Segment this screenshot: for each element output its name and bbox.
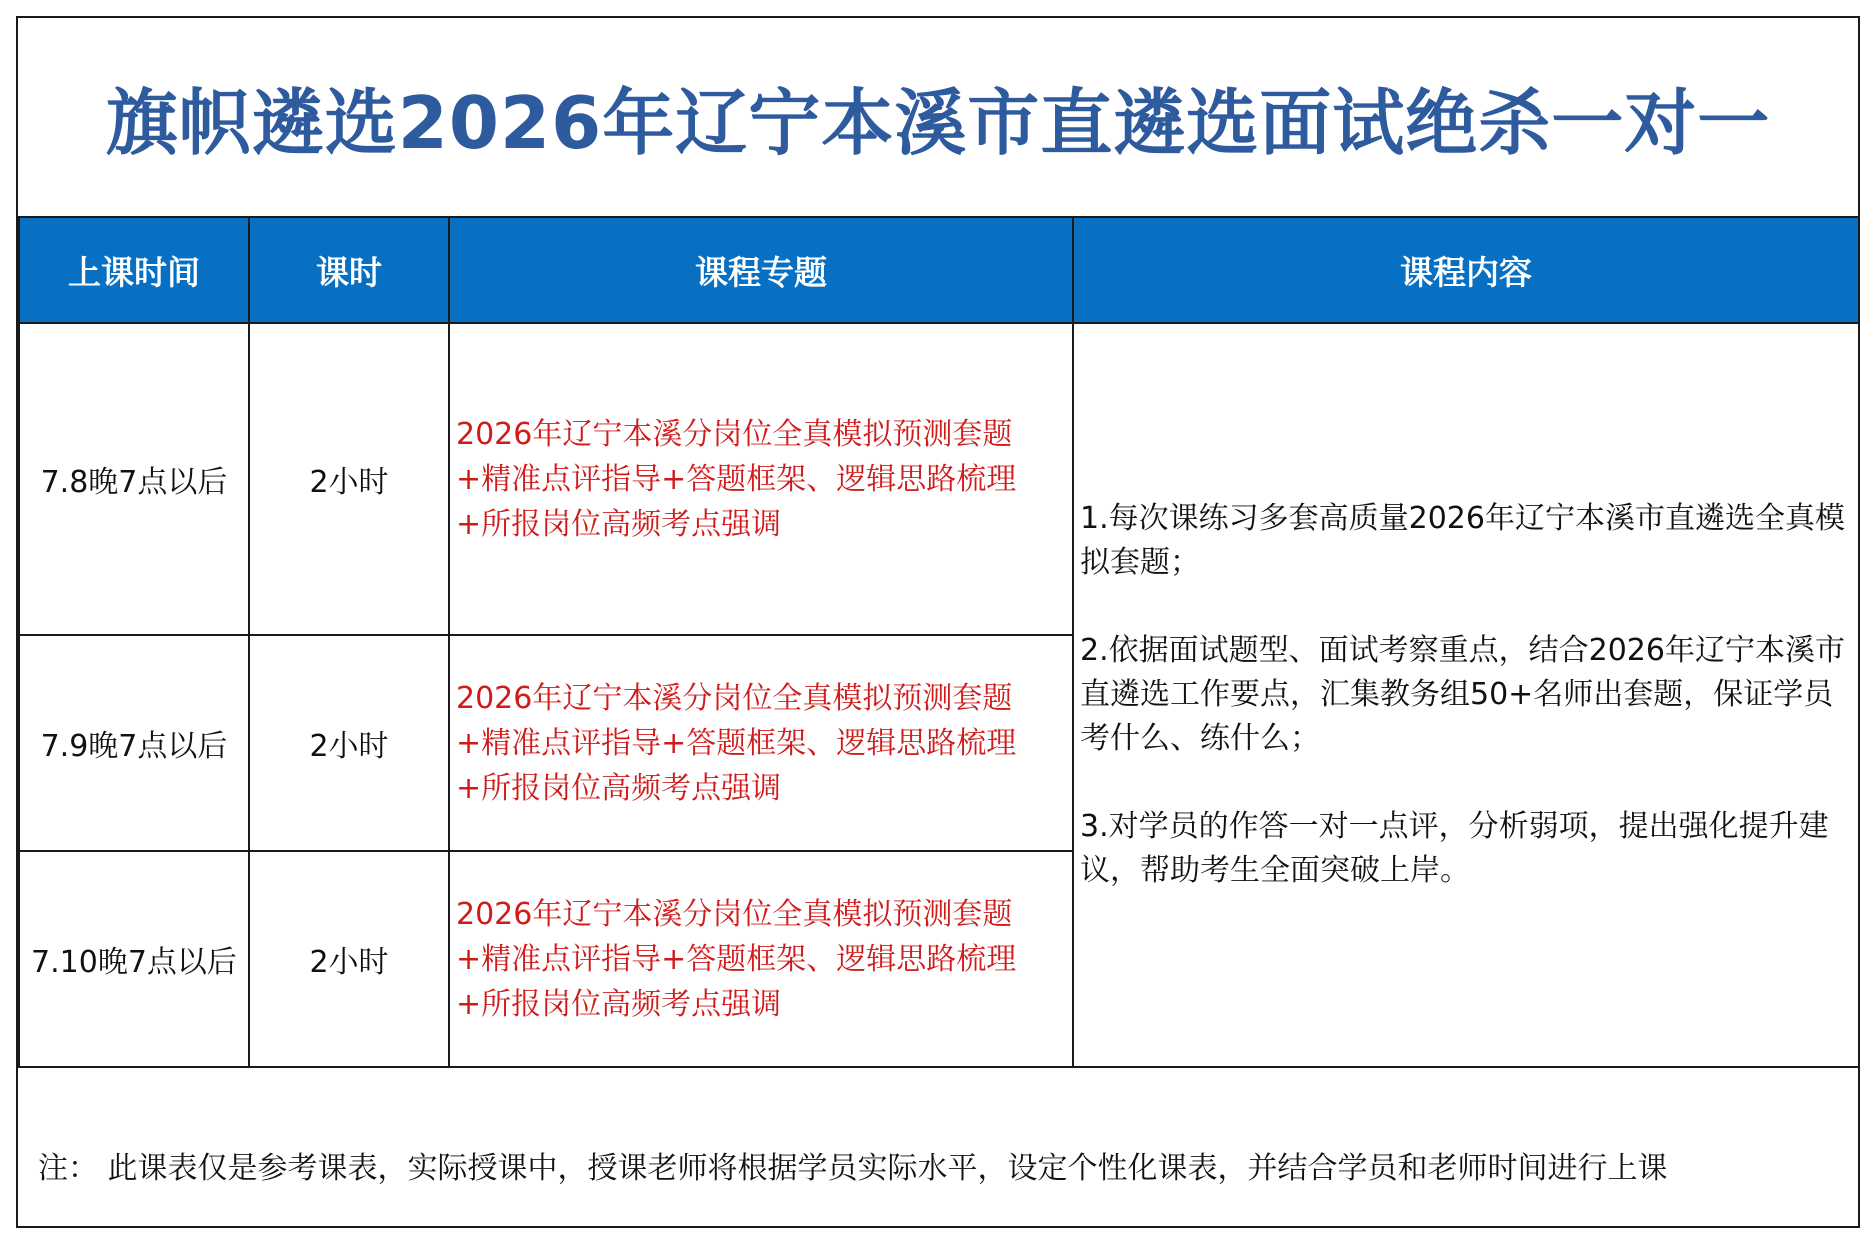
- class-time-cell: 7.8晚7点以后: [19, 323, 249, 635]
- topic-cell: 2026年辽宁本溪分岗位全真模拟预测套题+精准点评指导+答题框架、逻辑思路梳理+所报岗位高频考点强调: [449, 635, 1073, 851]
- topic-cell: 2026年辽宁本溪分岗位全真模拟预测套题+精准点评指导+答题框架、逻辑思路梳理+所报岗位高频考点强调: [449, 323, 1073, 635]
- page-title: 旗帜遴选2026年辽宁本溪市直遴选面试绝杀一对一: [105, 81, 1771, 165]
- schedule-table: [18, 216, 1860, 1068]
- header-topic: 课程专题: [449, 217, 1073, 323]
- schedule-sheet: [16, 16, 1860, 1228]
- header-class-time: 上课时间: [19, 217, 249, 323]
- course-content-cell: [1073, 323, 1859, 1067]
- hours-cell: 2小时: [249, 323, 449, 635]
- content-item: 3.对学员的作答一对一点评，分析弱项，提出强化提升建议，帮助考生全面突破上岸。: [1080, 809, 1829, 888]
- table-row: [19, 323, 1859, 635]
- class-time-cell: 7.10晚7点以后: [19, 851, 249, 1067]
- header-content: 课程内容: [1073, 217, 1859, 323]
- content-item: 2.依据面试题型、面试考察重点，结合2026年辽宁本溪市直遴选工作要点，汇集教务组50+名师出套题，保证学员考什么、练什么；: [1080, 633, 1845, 756]
- content-item: 1.每次课练习多套高质量2026年辽宁本溪市直遴选全真模拟套题；: [1080, 501, 1845, 580]
- topic-cell: 2026年辽宁本溪分岗位全真模拟预测套题+精准点评指导+答题框架、逻辑思路梳理+所报岗位高频考点强调: [449, 851, 1073, 1067]
- hours-cell: 2小时: [249, 851, 449, 1067]
- table-header-row: [19, 217, 1859, 323]
- hours-cell: 2小时: [249, 635, 449, 851]
- class-time-cell: 7.9晚7点以后: [19, 635, 249, 851]
- header-hours: 课时: [249, 217, 449, 323]
- footnote: 注： 此课表仅是参考课表，实际授课中，授课老师将根据学员实际水平，设定个性化课表，并结合学员和老师时间进行上课: [38, 1151, 1668, 1186]
